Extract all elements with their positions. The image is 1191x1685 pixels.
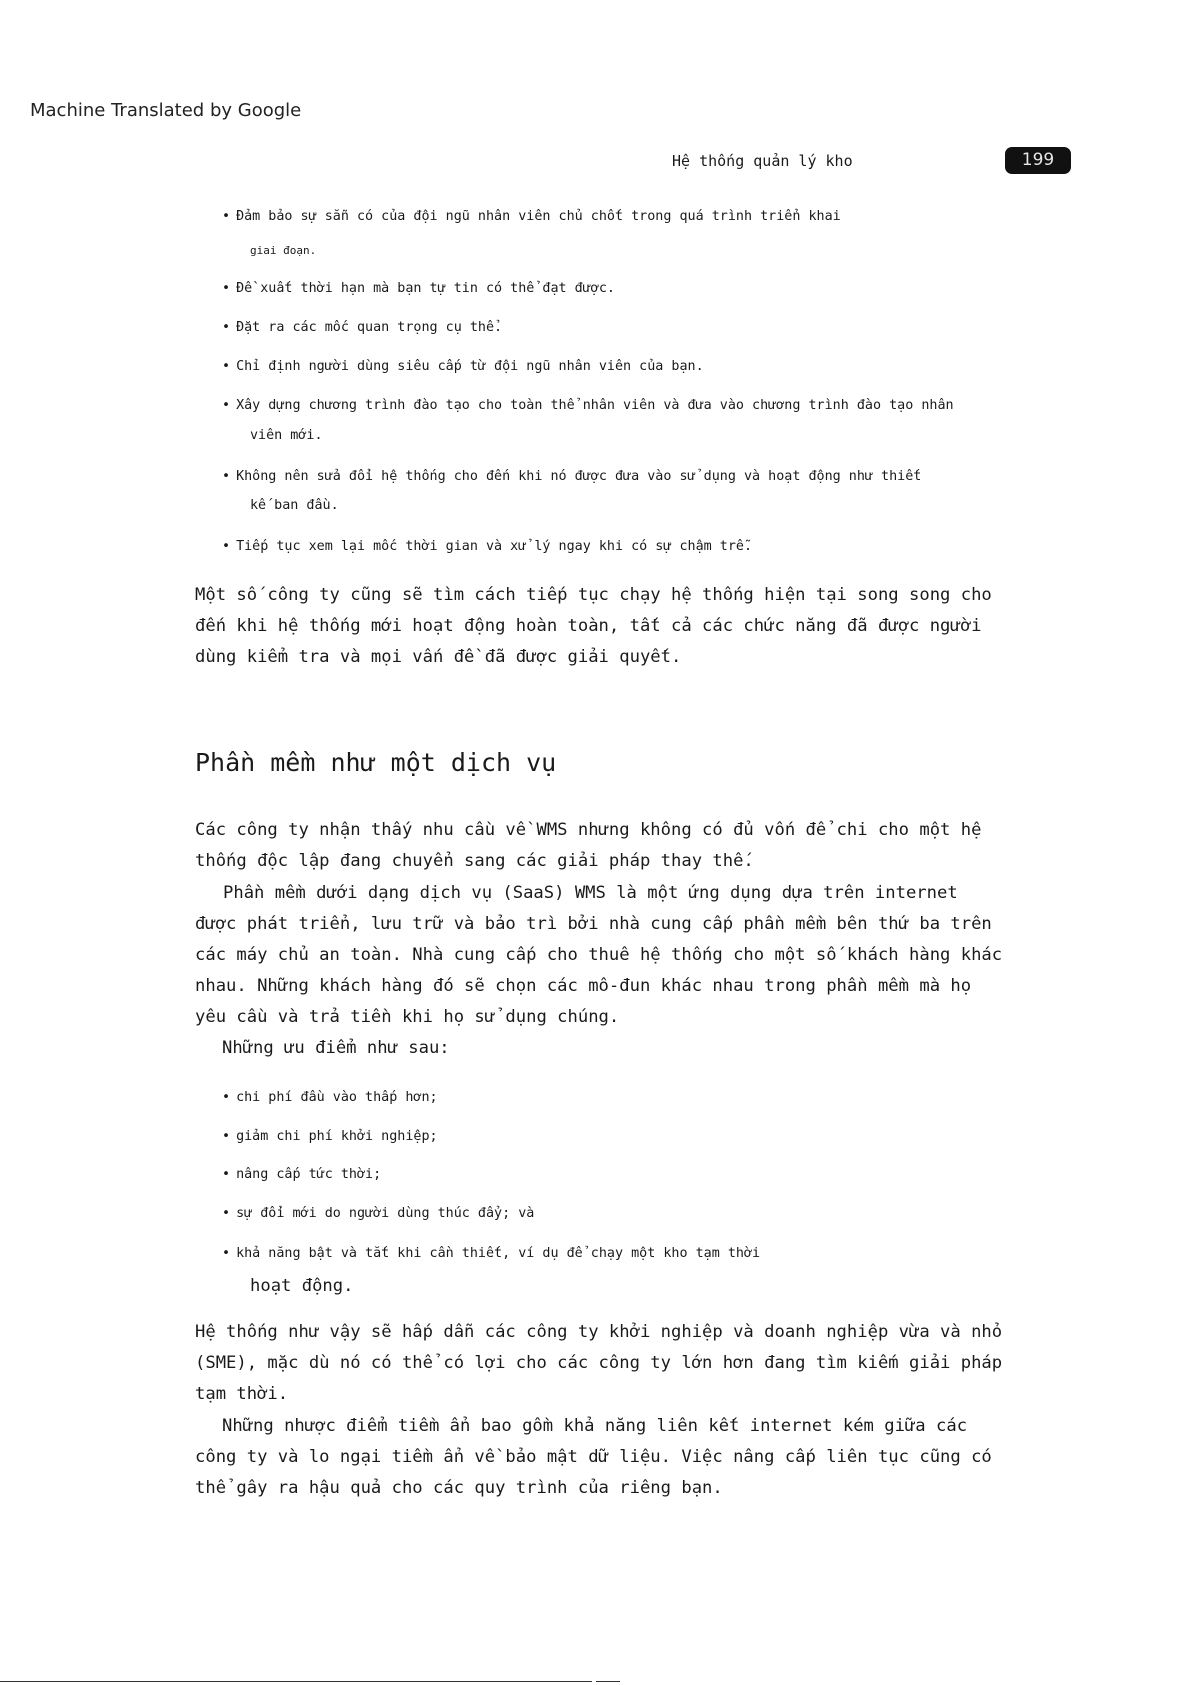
bottom-rule-segment xyxy=(596,1681,620,1682)
paragraph-line: Các công ty nhận thấy nhu cầu về WMS nhưng không có đủ vốn để chi cho một hệ xyxy=(195,820,982,840)
machine-translated-label: Machine Translated by Google xyxy=(30,100,302,121)
paragraph-line: yêu cầu và trả tiền khi họ sử dụng chúng. xyxy=(195,1007,620,1027)
list-item: • Không nên sửa đổi hệ thống cho đến khi nó được đưa vào sử dụng và hoạt động như thiết xyxy=(222,469,922,484)
paragraph-line: Phần mềm dưới dạng dịch vụ (SaaS) WMS là một ứng dụng dựa trên internet xyxy=(223,883,958,903)
list-item: • sự đổi mới do người dùng thúc đẩy; và xyxy=(222,1206,535,1221)
list-item: • Đặt ra các mốc quan trọng cụ thể. xyxy=(222,320,503,335)
list-item: • Tiếp tục xem lại mốc thời gian và xử lý ngay khi có sự chậm trễ. xyxy=(222,539,753,554)
list-item-continuation: giai đoạn. xyxy=(250,244,317,257)
list-item-continuation: viên mới. xyxy=(250,428,323,443)
list-item: • Đề xuất thời hạn mà bạn tự tin có thể đạt được. xyxy=(222,281,615,296)
paragraph-line: dùng kiểm tra và mọi vấn đề đã được giải quyết. xyxy=(195,647,682,667)
list-item: • khả năng bật và tắt khi cần thiết, ví dụ để chạy một kho tạm thời xyxy=(222,1246,761,1261)
paragraph-line: thống độc lập đang chuyển sang các giải pháp thay thế. xyxy=(195,851,754,871)
list-item-continuation: kế ban đầu. xyxy=(250,498,339,513)
paragraph-line: Một số công ty cũng sẽ tìm cách tiếp tục chạy hệ thống hiện tại song song cho xyxy=(195,585,992,605)
paragraph-line: Hệ thống như vậy sẽ hấp dẫn các công ty khởi nghiệp và doanh nghiệp vừa và nhỏ xyxy=(195,1322,1003,1342)
running-header-title: Hệ thống quản lý kho xyxy=(672,152,853,170)
bottom-rule xyxy=(0,1681,592,1682)
paragraph-line: các máy chủ an toàn. Nhà cung cấp cho thuê hệ thống cho một số khách hàng khác xyxy=(195,945,1003,965)
list-item: • Đảm bảo sự sẵn có của đội ngũ nhân viên chủ chốt trong quá trình triển khai xyxy=(222,209,841,224)
list-item: • giảm chi phí khởi nghiệp; xyxy=(222,1129,438,1144)
list-item: • Xây dựng chương trình đào tạo cho toàn thể nhân viên và đưa vào chương trình đào tạo nhân xyxy=(222,398,954,413)
paragraph-line: thể gây ra hậu quả cho các quy trình của riêng bạn. xyxy=(195,1478,723,1498)
list-item: • chi phí đầu vào thấp hơn; xyxy=(222,1090,438,1105)
paragraph-line: đến khi hệ thống mới hoạt động hoàn toàn, tất cả các chức năng đã được người xyxy=(195,616,982,636)
paragraph-line: tạm thời. xyxy=(195,1384,289,1404)
paragraph-line: được phát triển, lưu trữ và bảo trì bởi nhà cung cấp phần mềm bên thứ ba trên xyxy=(195,914,992,934)
paragraph-line: Những nhược điểm tiềm ẩn bao gồm khả năng liên kết internet kém giữa các xyxy=(222,1416,968,1436)
paragraph-line: công ty và lo ngại tiềm ẩn về bảo mật dữ liệu. Việc nâng cấp liên tục cũng có xyxy=(195,1447,992,1467)
paragraph-line: Những ưu điểm như sau: xyxy=(222,1038,450,1058)
paragraph-line: (SME), mặc dù nó có thể có lợi cho các công ty lớn hơn đang tìm kiếm giải pháp xyxy=(195,1353,1003,1373)
list-item: • Chỉ định người dùng siêu cấp từ đội ngũ nhân viên của bạn. xyxy=(222,359,704,374)
list-item-continuation: hoạt động. xyxy=(250,1276,354,1296)
page-number-badge: 199 xyxy=(1005,147,1071,174)
section-heading: Phần mềm như một dịch vụ xyxy=(195,748,557,777)
list-item: • nâng cấp tức thời; xyxy=(222,1167,382,1182)
paragraph-line: nhau. Những khách hàng đó sẽ chọn các mô-đun khác nhau trong phần mềm mà họ xyxy=(195,976,972,996)
